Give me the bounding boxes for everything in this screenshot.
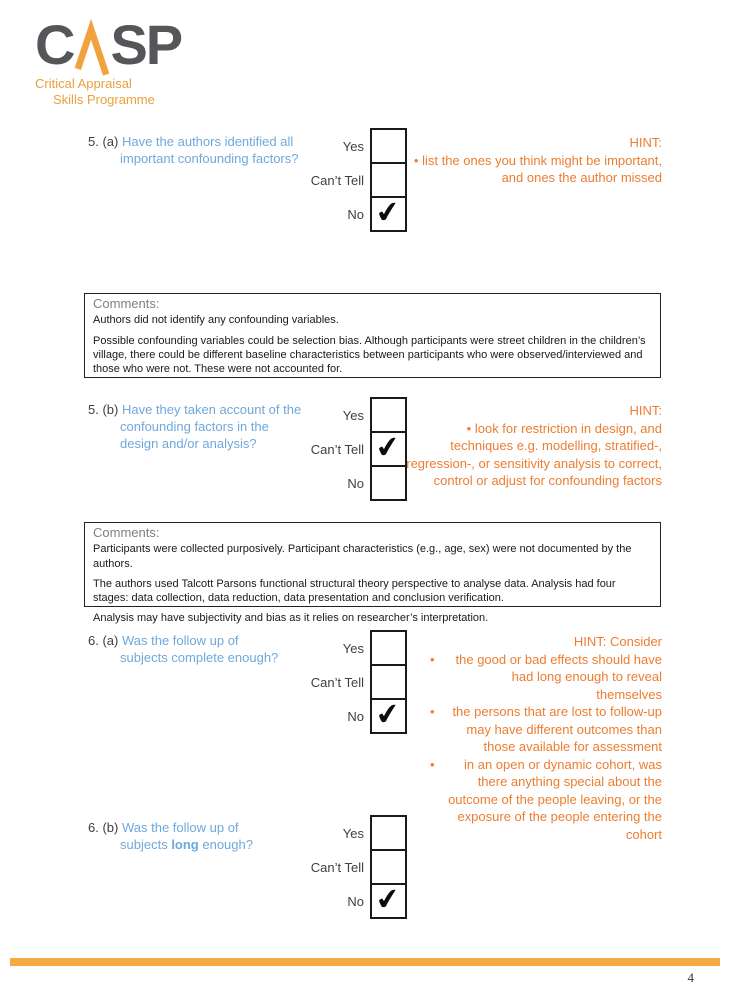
question-6b-text-pre: Was the follow up of subjects <box>120 820 239 852</box>
answer-row-cant-tell <box>290 849 407 885</box>
page-number: 4 <box>687 970 694 985</box>
answer-group-5b <box>290 397 407 501</box>
answer-label-cant-tell: Can’t Tell <box>310 172 364 188</box>
answer-label-no: No <box>347 893 364 909</box>
logo-subtitle-line1: Critical Appraisal <box>35 76 132 91</box>
bullet-icon: • <box>413 152 419 168</box>
question-6b <box>88 820 288 854</box>
hint-5a-item <box>410 152 662 187</box>
hint-5b <box>406 402 662 490</box>
hint-6a-item <box>406 703 662 756</box>
answer-label-no: No <box>347 206 364 222</box>
checkbox-6b-yes[interactable] <box>370 815 407 851</box>
answer-label-cant-tell: Can’t Tell <box>310 441 364 457</box>
answer-label-no: No <box>347 475 364 491</box>
checkbox-5b-cant-tell[interactable] <box>370 427 407 467</box>
question-5b-text: Have they taken account of the confounding factors in the design and/or analysis? <box>120 402 302 451</box>
answer-label-yes: Yes <box>342 825 364 841</box>
question-6b-text-bold: long <box>171 836 199 852</box>
answer-row-yes <box>290 630 407 666</box>
checkbox-6a-yes[interactable] <box>370 630 407 666</box>
comment-paragraph: Participants were collected purposively. Participant characteristics (e.g., age, sex) were not documented by the authors. <box>93 543 632 570</box>
checkbox-5a-cant-tell[interactable] <box>370 162 407 198</box>
question-6a <box>88 633 288 667</box>
comments-box-5b[interactable] <box>84 522 661 625</box>
hint-6a-text: the persons that are lost to follow-up may have different outcomes than those available for assessment <box>452 704 662 755</box>
footer-divider-bar <box>10 958 720 966</box>
check-mark: ✔ <box>373 192 403 231</box>
hint-6a <box>406 633 662 844</box>
hint-6a-item <box>406 756 662 844</box>
hint-5a-title: HINT: <box>629 135 662 150</box>
answer-label-yes: Yes <box>342 407 364 423</box>
question-6a-text: Was the follow up of subjects complete enough? <box>120 633 279 665</box>
answer-row-no <box>290 192 407 232</box>
answer-group-5a <box>290 128 407 232</box>
hint-6a-title: HINT: Consider <box>573 634 662 649</box>
answer-row-no <box>290 465 407 501</box>
question-6b-text <box>120 820 253 852</box>
answer-group-6a <box>290 630 407 734</box>
checkbox-6a-cant-tell[interactable] <box>370 664 407 700</box>
hint-6a-text: in an open or dynamic cohort, was there anything special about the outcome of the people leaving, or the exposure of the people entering the cohort <box>448 756 662 843</box>
question-5a-text: Have the authors identified all important confounding factors? <box>120 134 299 166</box>
hint-6a-item <box>406 651 662 704</box>
logo-letters-sp: SP <box>110 12 182 76</box>
answer-label-cant-tell: Can’t Tell <box>310 674 364 690</box>
bullet-icon: • <box>466 420 472 436</box>
comments-label: Comments: <box>93 296 160 311</box>
logo-letter-c: C <box>35 12 74 76</box>
hint-5b-text: look for restriction in design, and techniques e.g. modelling, stratified-, regression-, or sensitivity analysis to correct, control or adjust for confounding factors <box>406 420 662 489</box>
question-5b-number: 5. (b) <box>88 402 119 417</box>
checkbox-5a-no[interactable] <box>370 192 407 232</box>
answer-row-cant-tell <box>290 427 407 467</box>
answer-row-cant-tell <box>290 664 407 700</box>
comment-paragraph: Analysis may have subjectivity and bias as it relies on researcher’s interpretation. <box>93 612 489 625</box>
check-mark: ✔ <box>373 694 403 733</box>
checkbox-6a-no[interactable] <box>370 694 407 734</box>
logo-caret-icon <box>75 23 109 77</box>
question-6a-number: 6. (a) <box>88 633 119 648</box>
question-6b-number: 6. (b) <box>88 820 119 835</box>
comment-paragraph: Authors did not identify any confounding variables. <box>93 314 339 327</box>
comment-paragraph: The authors used Talcott Parsons functional structural theory perspective to analyse data. Analysis had four stages: data collection, data reduction, data presentation and conclusion verification. <box>93 577 616 605</box>
answer-label-yes: Yes <box>342 138 364 154</box>
comments-box-5a[interactable] <box>84 293 661 378</box>
answer-row-yes <box>290 397 407 433</box>
checkbox-5b-no[interactable] <box>370 465 407 501</box>
answer-row-yes <box>290 128 407 164</box>
logo-subtitle-line2: Skills Programme <box>53 92 155 107</box>
hint-5a-text: list the ones you think might be important, and ones the author missed <box>422 152 662 186</box>
hint-5b-item <box>406 420 662 490</box>
check-mark: ✔ <box>373 879 403 918</box>
question-5a-number: 5. (a) <box>88 134 119 149</box>
answer-label-no: No <box>347 708 364 724</box>
answer-label-yes: Yes <box>342 640 364 656</box>
bullet-icon: • <box>430 756 435 772</box>
answer-label-cant-tell: Can’t Tell <box>310 859 364 875</box>
hint-5a <box>410 134 662 187</box>
comment-paragraph: Possible confounding variables could be selection bias. Although participants were street children in the children’s village, there could be different baseline characteristics between participants who were observed/interviewed and those who were not. These were not accounted for. <box>93 334 646 376</box>
checkbox-6b-no[interactable] <box>370 879 407 919</box>
bullet-icon: • <box>430 704 435 720</box>
question-5a <box>88 134 306 168</box>
hint-6a-text: the good or bad effects should have had long enough to reveal themselves <box>455 651 662 702</box>
check-mark: ✔ <box>373 427 403 466</box>
answer-row-yes <box>290 815 407 851</box>
checkbox-5a-yes[interactable] <box>370 128 407 164</box>
checkbox-5b-yes[interactable] <box>370 397 407 433</box>
answer-group-6b <box>290 815 407 919</box>
answer-row-cant-tell <box>290 162 407 198</box>
question-5b <box>88 402 306 453</box>
checkbox-6b-cant-tell[interactable] <box>370 849 407 885</box>
casp-logo <box>35 12 182 107</box>
answer-row-no <box>290 879 407 919</box>
hint-5b-title: HINT: <box>629 403 662 418</box>
question-6b-text-post: enough? <box>198 836 253 852</box>
bullet-icon: • <box>430 651 435 667</box>
casp-logo-wordmark <box>35 12 182 76</box>
comments-label: Comments: <box>93 525 160 540</box>
answer-row-no <box>290 694 407 734</box>
